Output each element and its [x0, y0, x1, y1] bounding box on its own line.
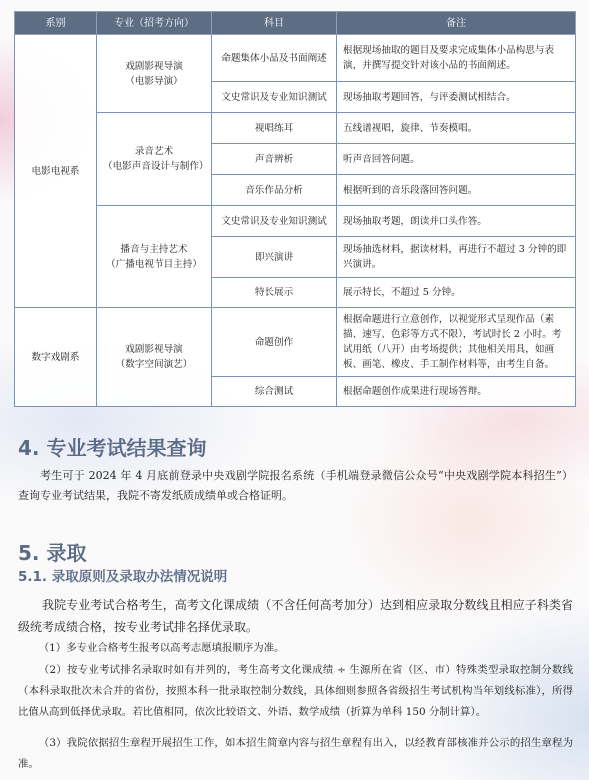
major-name: 戏剧影视导演 [125, 344, 183, 355]
header-subject: 科目 [212, 12, 337, 35]
exam-subjects-table [14, 11, 576, 407]
major-cell [97, 308, 212, 407]
header-major: 专业（招考方向） [97, 12, 212, 35]
department-cell: 电影电视系 [15, 35, 97, 308]
subject-cell: 文史常识及专业知识测试 [212, 82, 337, 113]
major-direction: （数字空间演艺） [115, 359, 193, 370]
major-cell [97, 113, 212, 206]
admission-rule-1: （1）多专业合格考生报考以高考志愿填报顺序为准。 [38, 642, 285, 654]
major-name: 播音与主持艺术 [120, 243, 188, 255]
admission-rule-3: （3）我院依据招生章程开展招生工作，如本招生简章内容与招生章程有出入，以经教育部核准并公示的招生章程为准。 [18, 737, 573, 770]
subject-cell: 特长展示 [212, 278, 337, 308]
subject-cell: 视唱练耳 [212, 113, 337, 144]
admission-rule-2: （2）按专业考试排名录取时如有并列的，考生高考文化课成绩 ÷ 生源所在省（区、市）特殊类型录取控制分数线（本科录取批次未合并的省份，按照本科一批录取控制分数线，具体细则参照各省级招生考试机构当年划线标准），所得比值从高到低择优录取。若比值相同，依次比较语文、外语、数学成绩（折算为单科 150 分制计算）。 [18, 664, 573, 718]
subject-cell: 即兴演讲 [212, 237, 337, 278]
note-cell: 现场抽取考题回答，与评委测试相结合。 [337, 82, 576, 113]
admission-intro-paragraph: 我院专业考试合格考生，高考文化课成绩（不含任何高考加分）达到相应录取分数线且相应子科类省级统考成绩合格，按专业考试排名择优录取。 [18, 598, 573, 634]
major-cell [97, 206, 212, 308]
note-cell: 根据听到的音乐段落回答问题。 [337, 175, 576, 206]
section-4-paragraph: 考生可于 2024 年 4 月底前登录中央戏剧学院报名系统（手机端登录微信公众号“中央戏剧学院本科招生”）查询专业考试结果，我院不寄发纸质成绩单或合格证明。 [18, 469, 573, 502]
table-header-row [15, 12, 576, 35]
major-direction: （广播电视节目主持） [106, 258, 202, 270]
header-note: 备注 [337, 12, 576, 35]
subject-cell: 命题集体小品及书面阐述 [212, 35, 337, 82]
subject-cell: 声音辨析 [212, 144, 337, 175]
table-row [15, 113, 576, 144]
subject-cell: 音乐作品分析 [212, 175, 337, 206]
major-name: 录音艺术 [134, 146, 174, 157]
section-5-title: 5. 录取 [18, 541, 87, 565]
major-cell [97, 35, 212, 113]
note-cell: 根据现场抽取的题目及要求完成集体小品构思与表演，并撰写提交针对该小品的书面阐述。 [337, 35, 576, 82]
table-row [15, 206, 576, 237]
note-cell: 现场抽取考题，朗读并口头作答。 [337, 206, 576, 237]
note-cell: 五线谱视唱，旋律、节奏模唱。 [337, 113, 576, 144]
table-row [15, 308, 576, 377]
table-row [15, 35, 576, 82]
major-name: 戏剧影视导演 [125, 60, 183, 72]
note-cell: 根据命题创作成果进行现场答辩。 [337, 377, 576, 407]
section-5-1-subtitle: 5.1. 录取原则及录取办法情况说明 [18, 569, 228, 585]
note-cell: 现场抽选材料，据读材料，再进行不超过 3 分钟的即兴演讲。 [337, 237, 576, 278]
subject-cell: 文史常识及专业知识测试 [212, 206, 337, 237]
section-4-title: 4. 专业考试结果查询 [18, 436, 207, 460]
note-cell: 听声音回答问题。 [337, 144, 576, 175]
subject-cell: 命题创作 [212, 308, 337, 377]
major-direction: （电影导演） [125, 75, 183, 87]
header-department: 系别 [15, 12, 97, 35]
subject-cell: 综合测试 [212, 377, 337, 407]
note-cell: 根据命题进行立意创作，以视觉形式呈现作品（素描、速写、色彩等方式不限），考试时长 2 小时。考试用纸（八开）由考场提供；其他相关用具，如画板、画笔、橡皮、手工制作材料等，由考生自备。 [337, 308, 576, 377]
note-cell: 展示特长，不超过 5 分钟。 [337, 278, 576, 308]
department-cell: 数字戏剧系 [15, 308, 97, 407]
major-direction: （电影声音设计与制作） [103, 161, 209, 172]
